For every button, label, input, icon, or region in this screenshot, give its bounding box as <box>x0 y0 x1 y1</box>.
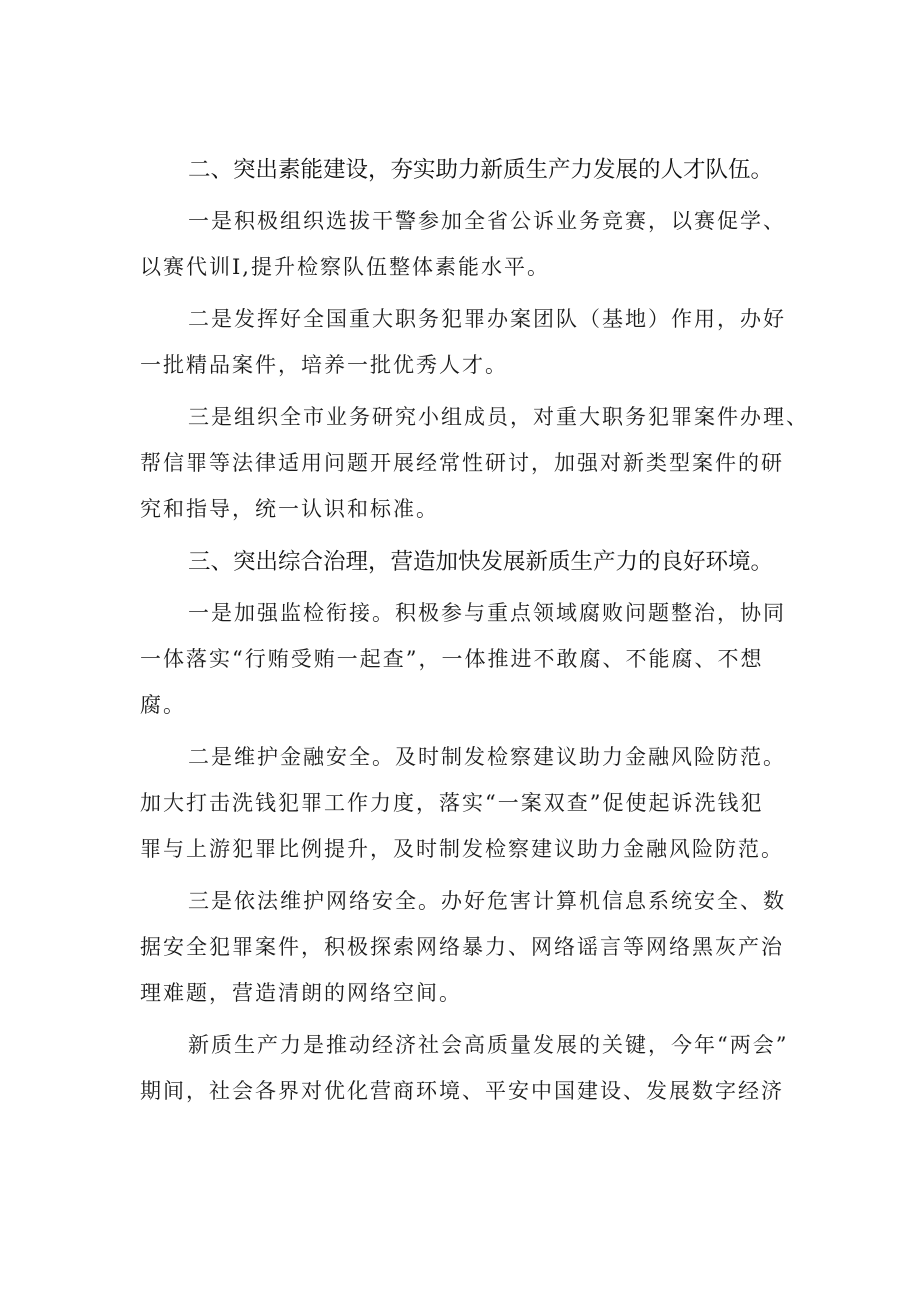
paragraph-line: 一体落实“行贿受贿一起查”，一体推进不敢腐、不能腐、不想 <box>140 647 764 671</box>
paragraph <box>140 590 790 728</box>
section-heading-3: 三、突出综合治理，营造加快发展新质生产力的良好环境。 <box>188 549 774 575</box>
section-heading-2: 二、突出素能建设，夯实助力新质生产力发展的人才队伍。 <box>188 157 774 183</box>
paragraph-line: 一是加强监检衔接。积极参与重点领域腐败问题整治，协同 <box>188 601 786 625</box>
paragraph-line: 加大打击洗钱犯罪工作力度，落实“一案双查”促使起诉洗钱犯 <box>140 791 764 815</box>
paragraph-line: 二是维护金融安全。及时制发检察建议助力金融风险防范。 <box>188 745 786 769</box>
paragraph-line: 三是组织全市业务研究小组成员，对重大职务犯罪案件办理、 <box>188 405 809 429</box>
paragraph-line: 以赛代训I,提升检察队伍整体素能水平。 <box>140 255 550 279</box>
paragraph-line: 究和指导，统一认识和标准。 <box>140 497 439 521</box>
paragraph-line: 腐。 <box>140 693 186 717</box>
paragraph-line: 新质生产力是推动经济社会高质量发展的关键，今年“两会” <box>188 1033 789 1057</box>
paragraph-line: 理难题，营造清朗的网络空间。 <box>140 981 462 1005</box>
paragraph <box>140 394 809 532</box>
paragraph <box>140 878 790 1016</box>
paragraph-line: 一批精品案件，培养一批优秀人才。 <box>140 353 508 377</box>
closing-paragraph <box>140 1022 790 1114</box>
paragraph-line: 三是依法维护网络安全。办好危害计算机信息系统安全、数 <box>188 889 786 913</box>
paragraph-line: 据安全犯罪案件，积极探索网络暴力、网络谣言等网络黑灰产治 <box>140 935 784 959</box>
paragraph <box>140 734 790 872</box>
document-body <box>140 146 809 1114</box>
paragraph-line: 二是发挥好全国重大职务犯罪办案团队（基地）作用，办好 <box>188 307 786 331</box>
paragraph <box>140 198 790 290</box>
paragraph-line: 帮信罪等法律适用问题开展经常性研讨，加强对新类型案件的研 <box>140 451 784 475</box>
paragraph-line: 罪与上游犯罪比例提升，及时制发检察建议助力金融风险防范。 <box>140 837 784 861</box>
paragraph-line: 期间，社会各界对优化营商环境、平安中国建设、发展数字经济 <box>140 1079 784 1103</box>
paragraph-line: 一是积极组织选拔干警参加全省公诉业务竞赛，以赛促学、 <box>188 209 786 233</box>
paragraph <box>140 296 790 388</box>
